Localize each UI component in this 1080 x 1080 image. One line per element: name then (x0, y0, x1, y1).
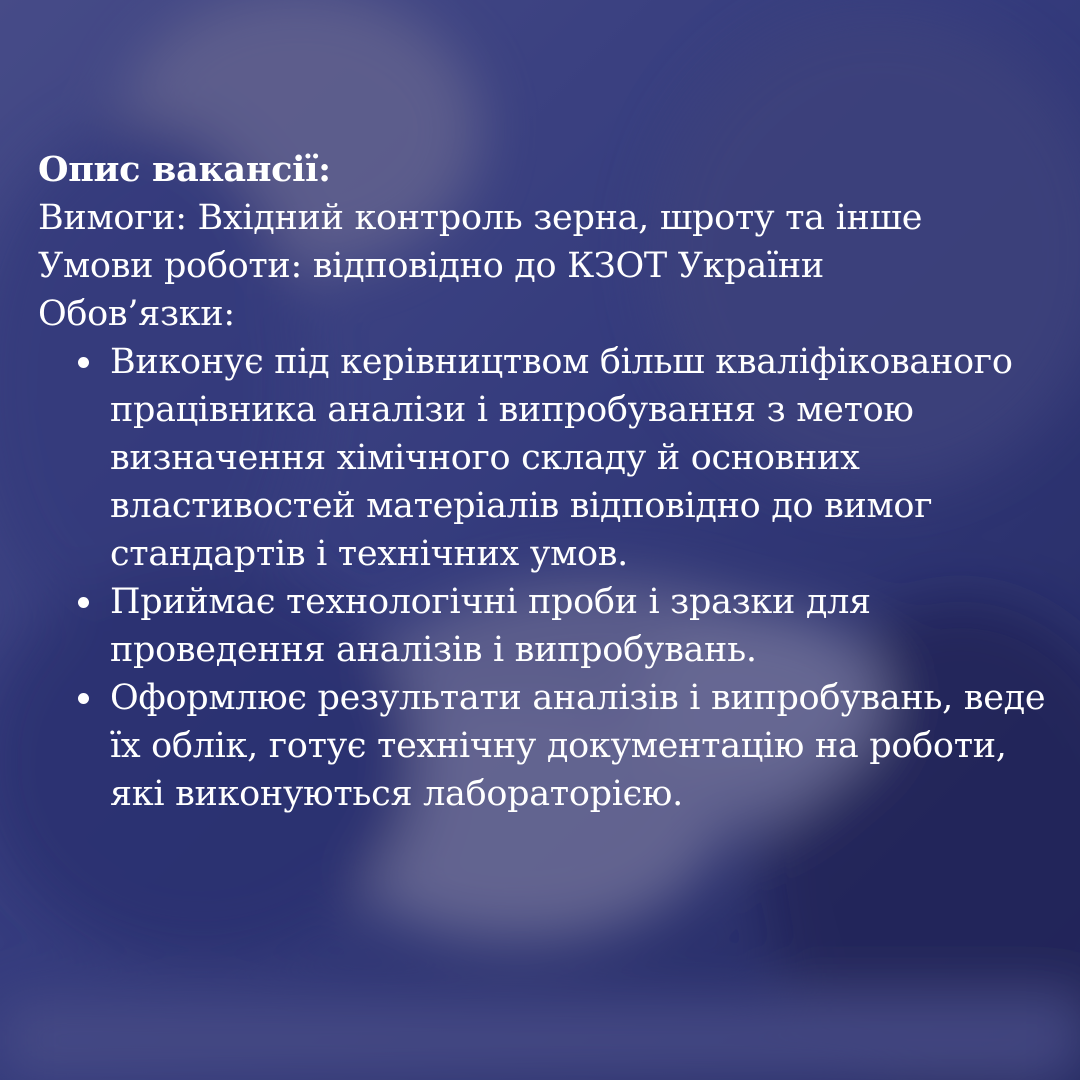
bullet-icon (78, 357, 89, 368)
vacancy-description (38, 146, 1048, 818)
bullet-icon (78, 693, 89, 704)
duties-list (38, 338, 1048, 818)
duty-text: Оформлює результати аналізів і випробувань, веде їх облік, готує технічну документацію на роботи, які виконуються лабораторією. (110, 678, 1046, 814)
conditions-line: Умови роботи: відповідно до КЗОТ України (38, 246, 824, 286)
bullet-icon (78, 597, 89, 608)
duty-text: Приймає технологічні проби і зразки для проведення аналізів і випробувань. (110, 582, 871, 670)
list-item (110, 578, 1048, 674)
duties-label: Обов’язки: (38, 294, 235, 334)
list-item (110, 338, 1048, 578)
duty-text: Виконує під керівництвом більш кваліфікованого працівника аналізи і випробування з метою визначення хімічного складу й основних властивостей матеріалів відповідно до вимог стандартів і технічних умов. (110, 342, 1013, 574)
requirements-line: Вимоги: Вхідний контроль зерна, шроту та інше (38, 198, 923, 238)
list-item (110, 674, 1048, 818)
vacancy-title: Опис вакансії: (38, 149, 331, 190)
